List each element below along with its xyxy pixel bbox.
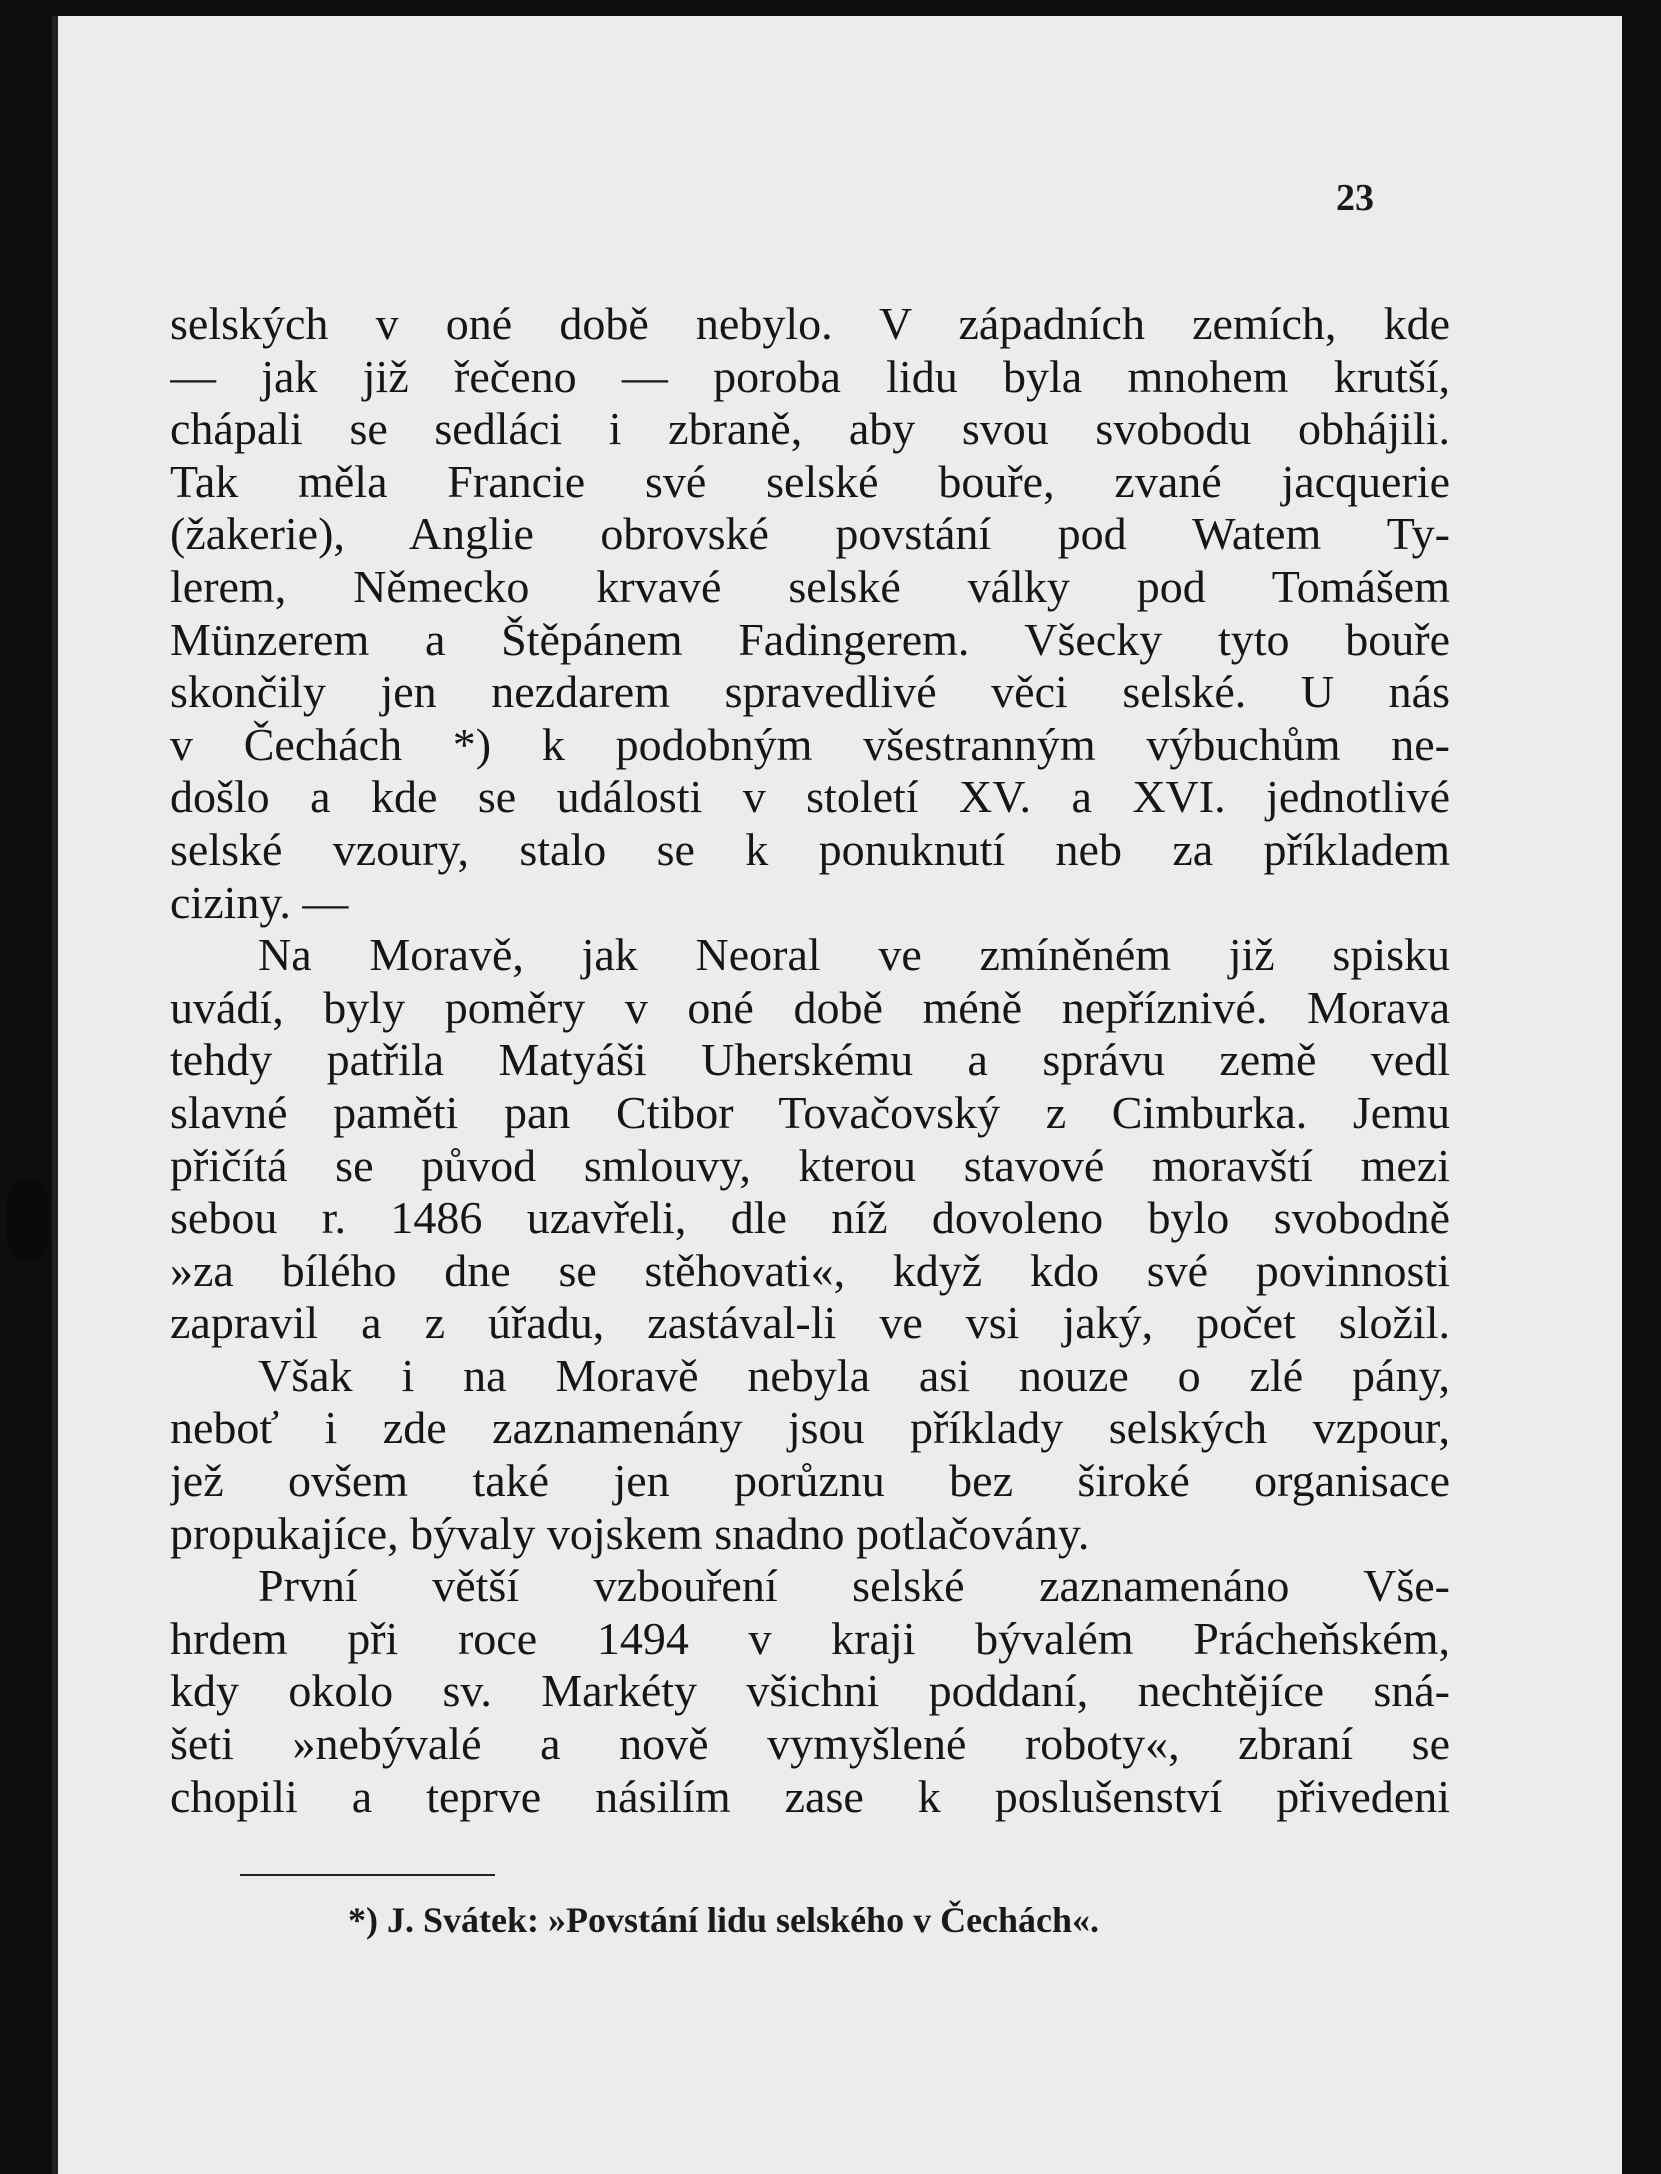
body-text (170, 298, 1450, 1823)
text-line: přičítá se původ smlouvy, kterou stavové moravští mezi (170, 1139, 1450, 1191)
page-paper (52, 16, 1622, 2174)
binding-mark (6, 1180, 50, 1260)
text-line: šeti »nebývalé a nově vymyšlené roboty«, zbraní se (170, 1718, 1450, 1770)
text-line: Münzerem a Štěpánem Fadingerem. Všecky tyto bouře (170, 613, 1450, 665)
text-line: selských v oné době nebylo. V západních zemích, kde (170, 298, 1450, 349)
footnote-divider (240, 1874, 495, 1876)
text-line: skončily jen nezdarem spravedlivé věci selské. U nás (170, 666, 1450, 718)
text-line: »za bílého dne se stěhovati«, když kdo své povinnosti (170, 1244, 1450, 1296)
text-line: slavné paměti pan Ctibor Tovačovský z Cimburka. Jemu (170, 1086, 1450, 1138)
text-line: lerem, Německo krvavé selské války pod Tomášem (170, 560, 1450, 612)
page-number: 23 (1336, 177, 1374, 219)
text-line: zapravil a z úřadu, zastával-li ve vsi jaký, počet složil. (170, 1297, 1450, 1349)
text-line: (žakerie), Anglie obrovské povstání pod Watem Ty- (170, 508, 1450, 560)
text-line: sebou r. 1486 uzavřeli, dle níž dovoleno bylo svobodně (170, 1192, 1450, 1244)
text-line: uvádí, byly poměry v oné době méně nepříznivé. Morava (170, 981, 1450, 1033)
text-line: Na Moravě, jak Neoral ve zmíněném již spisku (258, 929, 1450, 981)
text-line: neboť i zde zaznamenány jsou příklady selských vzpour, (170, 1402, 1450, 1454)
text-line: Však i na Moravě nebyla asi nouze o zlé pány, (258, 1349, 1450, 1401)
text-line: chápali se sedláci i zbraně, aby svou svobodu obhájili. (170, 403, 1450, 455)
text-line: kdy okolo sv. Markéty všichni poddaní, nechtějíce sná- (170, 1665, 1450, 1717)
text-line: tehdy patřila Matyáši Uherskému a správu země vedl (170, 1034, 1450, 1086)
text-line: ciziny. — (170, 876, 349, 928)
text-line: První větší vzbouření selské zaznamenáno Vše- (258, 1560, 1450, 1612)
text-line: v Čechách *) k podobným všestranným výbuchům ne- (170, 718, 1450, 770)
footnote: *) J. Svátek: »Povstání lidu selského v Čechách«. (348, 1900, 1100, 1940)
text-line: chopili a teprve násilím zase k poslušenství přivedeni (170, 1770, 1450, 1822)
text-line: propukajíce, bývaly vojskem snadno potlačovány. (170, 1507, 1090, 1559)
text-line: došlo a kde se události v století XV. a XVI. jednotlivé (170, 771, 1450, 823)
text-line: hrdem při roce 1494 v kraji bývalém Prácheňském, (170, 1612, 1450, 1664)
text-line: jež ovšem také jen porůznu bez široké organisace (170, 1455, 1450, 1507)
text-line: — jak již řečeno — poroba lidu byla mnohem krutší, (170, 350, 1450, 402)
text-line: selské vzoury, stalo se k ponuknutí neb za příkladem (170, 823, 1450, 875)
text-line: Tak měla Francie své selské bouře, zvané jacquerie (170, 455, 1450, 507)
